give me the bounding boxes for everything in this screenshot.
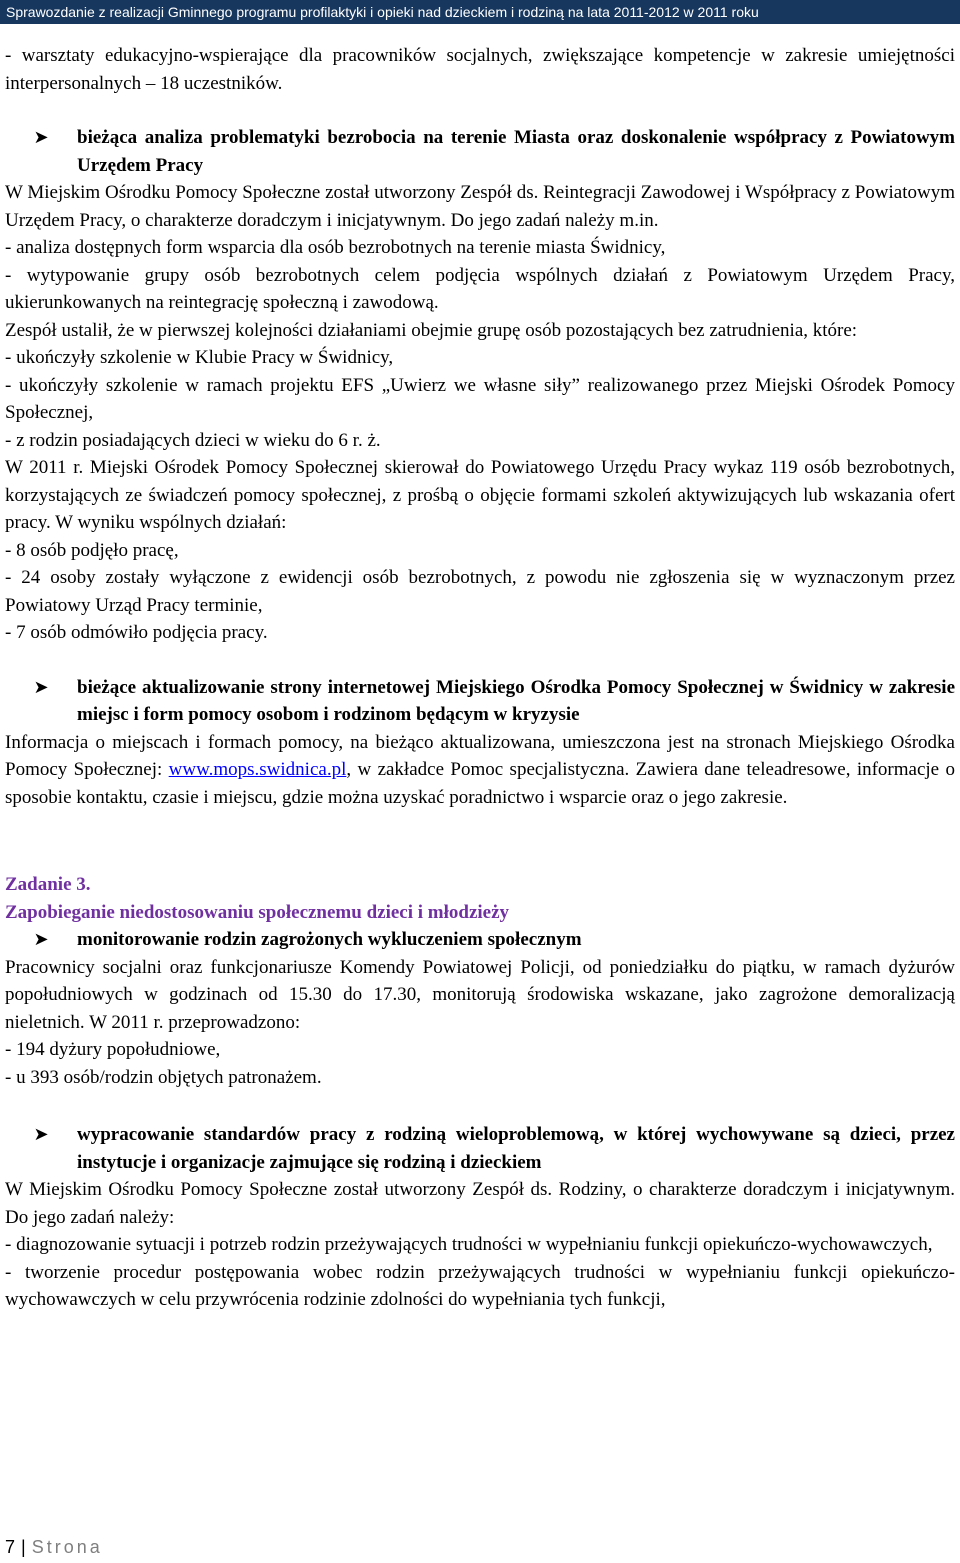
paragraph: - u 393 osób/rodzin objętych patronażem. [5, 1066, 322, 1088]
paragraph: W Miejskim Ośrodku Pomocy Społeczne został utworzony Zespół ds. Reintegracji Zawodowej i Współpracy z Powiatowym Urzędem Pracy, o charakterze doradczym i inicjatywnym. Do jego zadań należy m.in. [5, 182, 955, 231]
footer-separator: | [21, 1537, 26, 1557]
paragraph: - tworzenie procedur postępowania wobec rodzin przeżywających trudności w wypełnianiu funkcji opiekuńczo-wychowawczych w celu przywrócenia rodzinie zdolności do wypełniania tych funkcji, [5, 1261, 955, 1310]
paragraph: - ukończyły szkolenie w ramach projektu EFS „Uwierz we własne siły” realizowanego przez Miejski Ośrodek Pomocy Społecznej, [5, 374, 955, 423]
paragraph: W 2011 r. Miejski Ośrodek Pomocy Społecznej skierował do Powiatowego Urzędu Pracy wykaz 119 osób bezrobotnych, korzystających ze świadczeń pomocy społecznej, z prośbą o objęcie formami szkoleń aktywizujących lub wskazania ofert pracy. W wyniku wspólnych działań: [5, 457, 955, 533]
bullet-item [5, 1121, 955, 1176]
paragraph: - 8 osób podjęło pracę, [5, 539, 179, 561]
bullet-text: wypracowanie standardów pracy z rodziną wieloproblemową, w której wychowywane są dzieci, przez instytucje i organizacje zajmujące się rodziną i dzieckiem [77, 1124, 955, 1173]
paragraph [5, 729, 955, 812]
arrowhead-bullet-icon: ➤ [33, 676, 49, 698]
footer-label: Strona [31, 1537, 103, 1557]
paragraph: - ukończyły szkolenie w Klubie Pracy w Świdnicy, [5, 347, 394, 368]
bullet-text: bieżąca analiza problematyki bezrobocia na terenie Miasta oraz doskonalenie współpracy z Powiatowym Urzędem Pracy [77, 127, 955, 176]
bullet-item [5, 926, 955, 954]
header-title: Sprawozdanie z realizacji Gminnego programu profilaktyki i opieki nad dzieckiem i rodziną na lata 2011-2012 w 2011 roku [6, 4, 759, 20]
bullet-item [5, 674, 955, 729]
paragraph: - wytypowanie grupy osób bezrobotnych celem podjęcia wspólnych działań z Powiatowym Urzędem Pracy, ukierunkowanych na reintegrację społeczną i zawodową. [5, 264, 955, 313]
document-body [5, 42, 955, 1314]
page-number: 7 [5, 1537, 16, 1557]
page-footer [5, 1535, 103, 1559]
bullet-text: bieżące aktualizowanie strony internetowej Miejskiego Ośrodka Pomocy Społecznej w Świdnicy w zakresie miejsc i form pomocy osobom i rodzinom będącym w kryzysie [77, 676, 955, 725]
section-heading: Zadanie 3. [5, 874, 91, 895]
website-link[interactable]: www.mops.swidnica.pl [168, 759, 347, 780]
arrowhead-bullet-icon: ➤ [33, 1124, 49, 1145]
paragraph: - warsztaty edukacyjno-wspierające dla pracowników socjalnych, zwiększające kompetencje w zakresie umiejętności interpersonalnych – 18 uczestników. [5, 45, 955, 94]
section-subheading: Zapobieganie niedostosowaniu społecznemu dzieci i młodzieży [5, 901, 510, 923]
paragraph: - z rodzin posiadających dzieci w wieku do 6 r. ż. [5, 429, 381, 451]
bullet-text: monitorowanie rodzin zagrożonych wykluczeniem społecznym [77, 929, 582, 950]
paragraph: - 24 osoby zostały wyłączone z ewidencji osób bezrobotnych, z powodu nie zgłoszenia się w wyznaczonym przez Powiatowy Urząd Pracy terminie, [5, 567, 955, 616]
paragraph: - 7 osób odmówiło podjęcia pracy. [5, 622, 268, 643]
paragraph-text: Informacja o miejscach i formach pomocy, na bieżąco aktualizowana, umieszczona jest na stronach Miejskiego Ośrodka Pomocy Społecznej: [5, 731, 955, 780]
page-header [0, 0, 960, 24]
paragraph: Pracownicy socjalni oraz funkcjonariusze Komendy Powiatowej Policji, od poniedziałku do piątku, w ramach dyżurów popołudniowych w godzinach od 15.30 do 17.30, monitorują środowiska wskazane, jako zagrożone demoralizacją nieletnich. W 2011 r. przeprowadzono: [5, 956, 955, 1033]
paragraph-text: , w zakładce Pomoc specjalistyczna. Zawiera dane teleadresowe, informacje o sposobie kontaktu, czasie i miejscu, gdzie można uzyskać poradnictwo i wsparcie oraz o jego zakresie. [5, 759, 955, 808]
arrowhead-bullet-icon: ➤ [33, 127, 49, 148]
paragraph: - analiza dostępnych form wsparcia dla osób bezrobotnych na terenie miasta Świdnicy, [5, 237, 666, 258]
paragraph: - 194 dyżury popołudniowe, [5, 1039, 221, 1060]
paragraph: - diagnozowanie sytuacji i potrzeb rodzin przeżywających trudności w wypełnianiu funkcji opiekuńczo-wychowawczych, [5, 1234, 933, 1255]
arrowhead-bullet-icon: ➤ [33, 929, 49, 950]
paragraph: W Miejskim Ośrodku Pomocy Społeczne został utworzony Zespół ds. Rodziny, o charakterze doradczym i inicjatywnym. Do jego zadań należy: [5, 1179, 955, 1228]
paragraph: Zespół ustalił, że w pierwszej kolejności działaniami obejmie grupę osób pozostających bez zatrudnienia, które: [5, 319, 858, 341]
bullet-item [5, 124, 955, 179]
